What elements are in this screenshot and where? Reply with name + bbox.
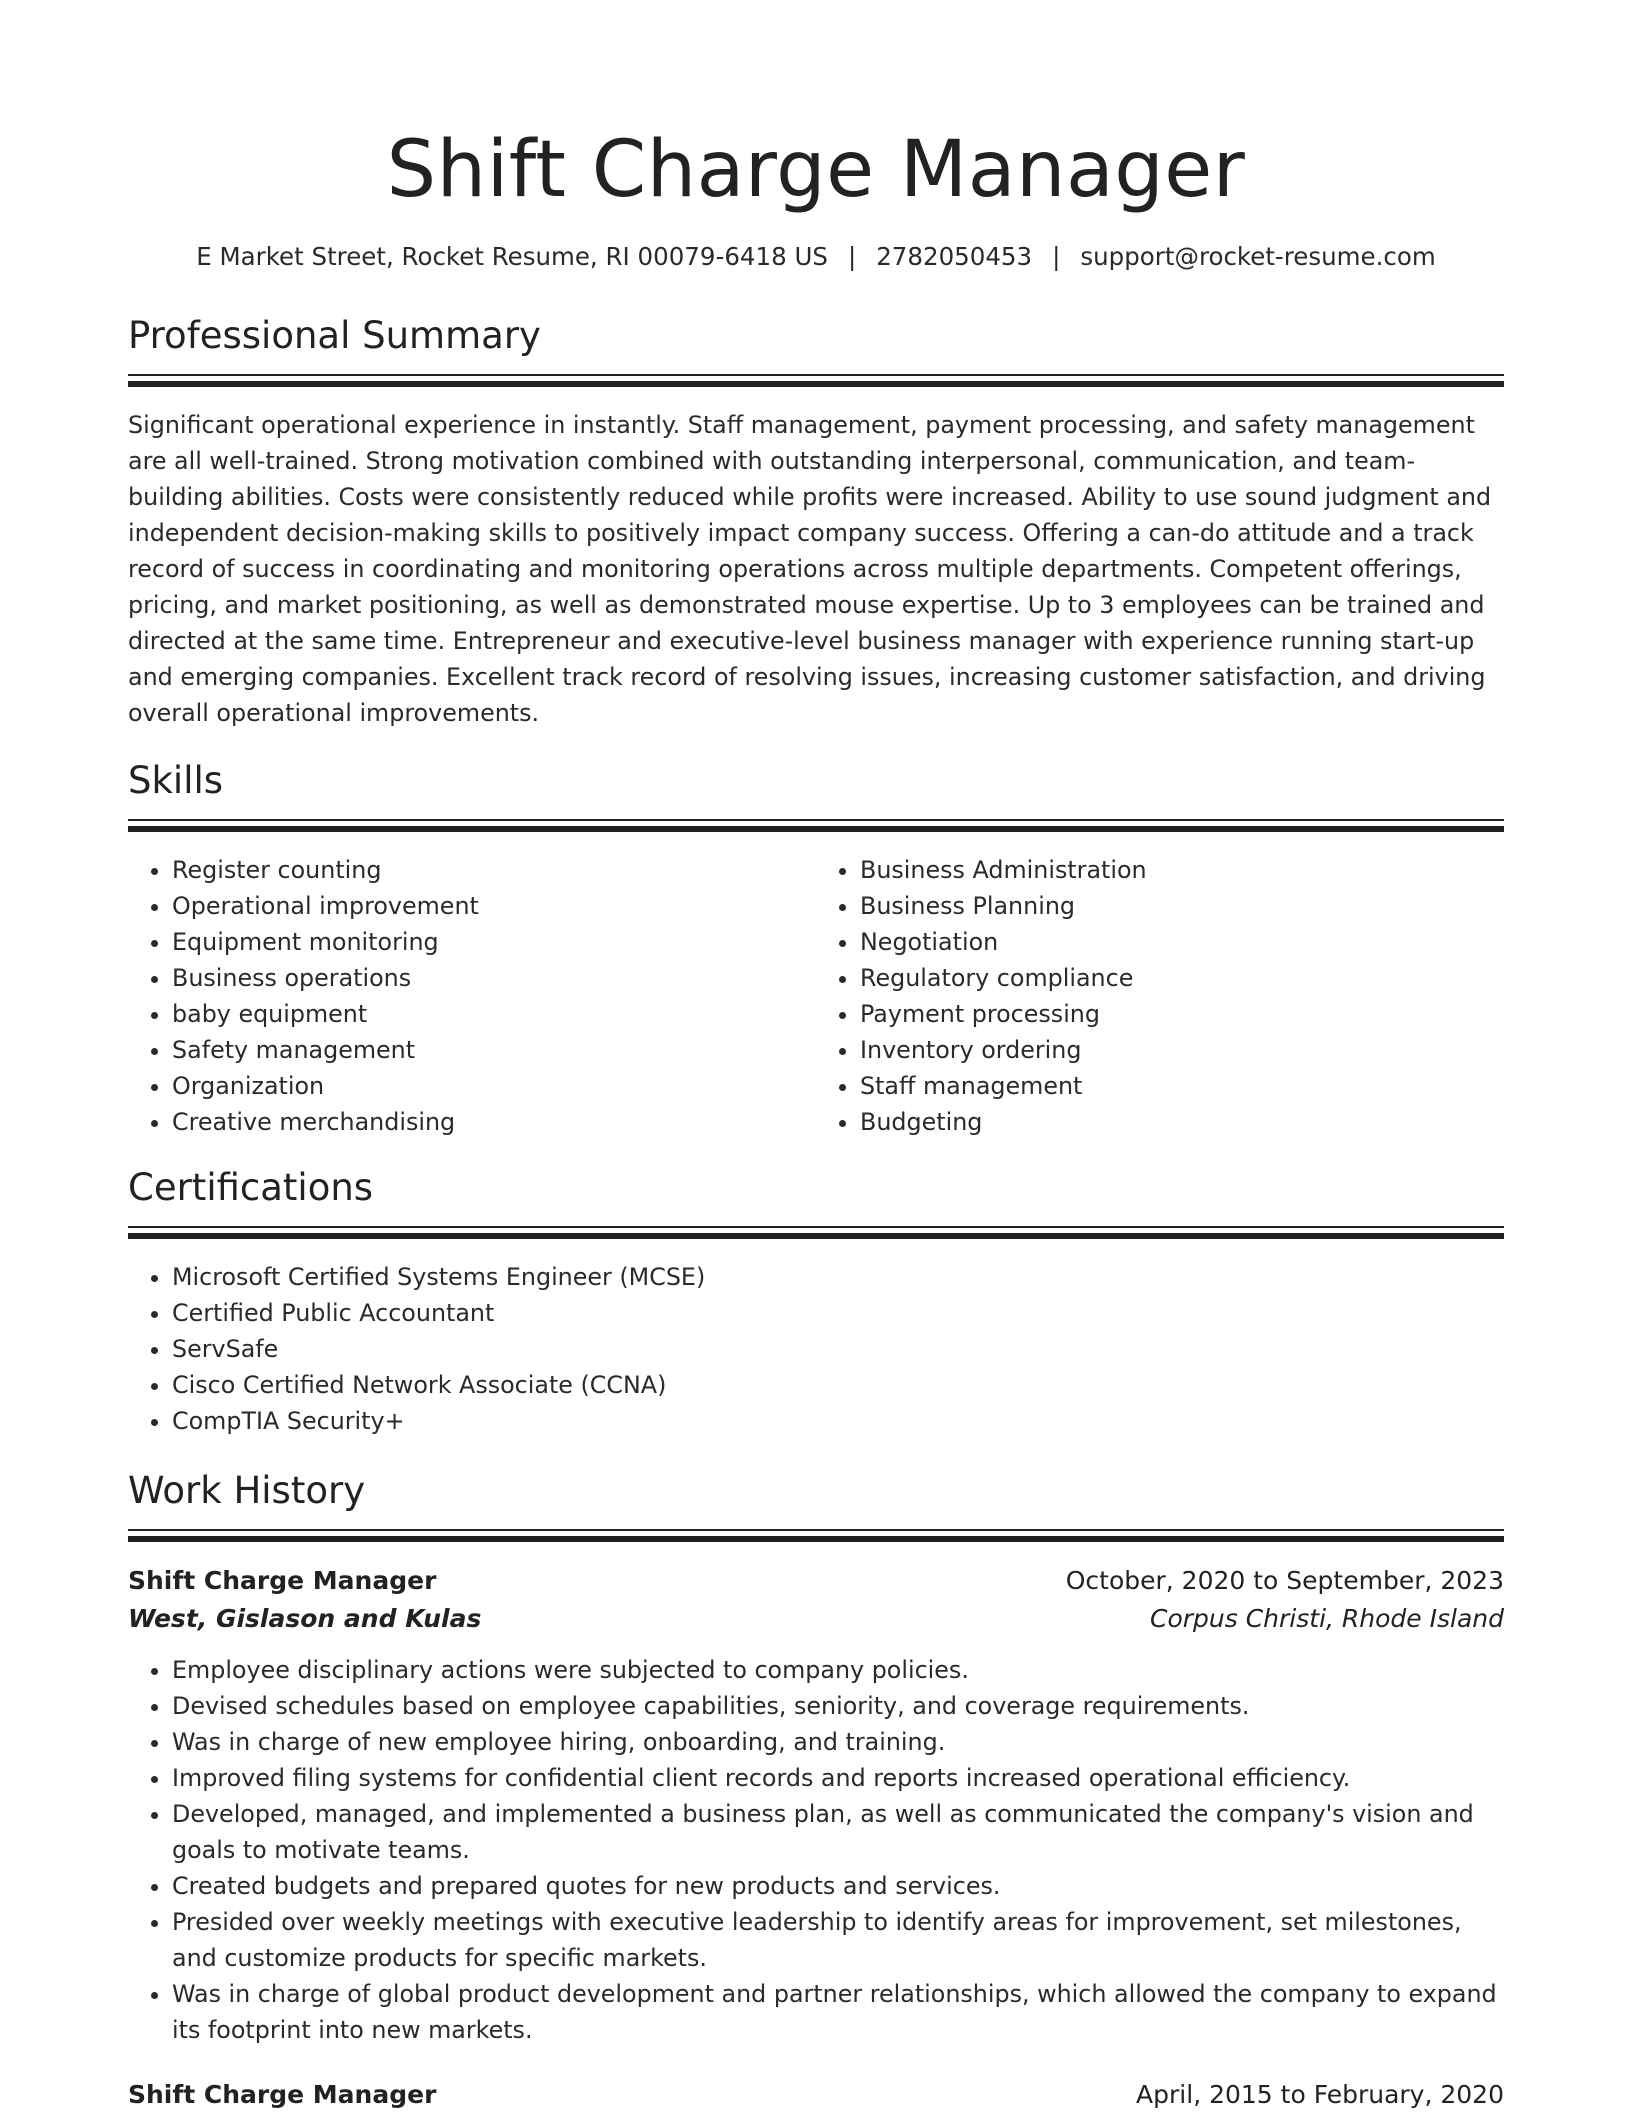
job-title: Shift Charge Manager: [128, 1566, 437, 1595]
skill-item: • Negotiation: [860, 924, 1504, 960]
skill-item: • Business Administration: [860, 852, 1504, 888]
job-entry: [128, 1562, 1504, 2048]
certifications-section: [128, 1164, 1504, 1439]
skill-item: • Register counting: [172, 852, 816, 888]
skill-item: • Regulatory compliance: [860, 960, 1504, 996]
skill-item: • Payment processing: [860, 996, 1504, 1032]
work-history-section: [128, 1467, 1504, 2114]
job-duty: • Improved filing systems for confidential client records and reports increased operational efficiency.: [172, 1760, 1504, 1796]
summary-heading: Professional Summary: [128, 314, 541, 357]
resume-page: [128, 0, 1504, 2114]
job-header: [128, 2076, 1504, 2114]
job-header: [128, 1562, 1504, 1600]
skills-list-right: [816, 852, 1504, 1140]
skill-item: • Safety management: [172, 1032, 816, 1068]
certification-item: • Microsoft Certified Systems Engineer (MCSE): [172, 1259, 1504, 1295]
job-company: West, Gislason and Kulas: [128, 1604, 482, 1633]
job-dates: April, 2015 to February, 2020: [1136, 2080, 1504, 2109]
skill-item: • baby equipment: [172, 996, 816, 1032]
contact-address: E Market Street, Rocket Resume, RI 00079-6418 US: [196, 242, 828, 271]
skills-list-left: [128, 852, 816, 1140]
work-history-heading: Work History: [128, 1469, 366, 1512]
section-divider: [128, 374, 1504, 387]
job-entry: [128, 2076, 1504, 2114]
skill-item: • Operational improvement: [172, 888, 816, 924]
summary-text: Significant operational experience in instantly. Staff management, payment processing, and safety management are all well-trained. Strong motivation combined with outstanding interpersonal, communication, and team-building abilities. Costs were consistently reduced while profits were increased. Ability to use sound judgment and independent decision-making skills to positively impact company success. Offering a can-do attitude and a track record of success in coordinating and monitoring operations across multiple departments. Competent offerings, pricing, and market positioning, as well as demonstrated mouse expertise. Up to 3 employees can be trained and directed at the same time. Entrepreneur and executive-level business manager with experience running start-up and emerging companies. Excellent track record of resolving issues, increasing customer satisfaction, and driving overall operational improvements.: [128, 411, 1492, 727]
job-duty: • Employee disciplinary actions were subjected to company policies.: [172, 1652, 1504, 1688]
certifications-heading: Certifications: [128, 1166, 374, 1209]
section-divider: [128, 1529, 1504, 1542]
certification-item: • ServSafe: [172, 1331, 1504, 1367]
job-duties-list: [128, 1652, 1504, 2048]
certification-item: • Cisco Certified Network Associate (CCNA): [172, 1367, 1504, 1403]
section-divider: [128, 819, 1504, 832]
skills-heading: Skills: [128, 759, 224, 802]
contact-line: [128, 240, 1504, 274]
job-subheader: [128, 1600, 1504, 1638]
resume-name: Shift Charge Manager: [386, 125, 1246, 215]
skill-item: • Budgeting: [860, 1104, 1504, 1140]
skill-item: • Business Planning: [860, 888, 1504, 924]
skills-columns: [128, 852, 1504, 1140]
certification-item: • CompTIA Security+: [172, 1403, 1504, 1439]
skill-item: • Business operations: [172, 960, 816, 996]
contact-phone: 2782050453: [876, 242, 1033, 271]
skill-item: • Staff management: [860, 1068, 1504, 1104]
skill-item: • Creative merchandising: [172, 1104, 816, 1140]
skills-section: [128, 757, 1504, 1140]
contact-separator: |: [847, 242, 857, 271]
skill-item: • Inventory ordering: [860, 1032, 1504, 1068]
contact-separator: |: [1052, 242, 1061, 271]
summary-section: [128, 312, 1504, 731]
job-title: Shift Charge Manager: [128, 2080, 437, 2109]
job-duty: • Was in charge of global product development and partner relationships, which allowed the company to expand its footprint into new markets.: [172, 1976, 1504, 2048]
job-duty: • Developed, managed, and implemented a business plan, as well as communicated the company's vision and goals to motivate teams.: [172, 1796, 1504, 1868]
job-duty: • Presided over weekly meetings with executive leadership to identify areas for improvement, set milestones, and customize products for specific markets.: [172, 1904, 1504, 1976]
job-duty: • Devised schedules based on employee capabilities, seniority, and coverage requirements.: [172, 1688, 1504, 1724]
job-duty: • Was in charge of new employee hiring, onboarding, and training.: [172, 1724, 1504, 1760]
job-location: Corpus Christi, Rhode Island: [1150, 1604, 1504, 1633]
certification-item: • Certified Public Accountant: [172, 1295, 1504, 1331]
skill-item: • Organization: [172, 1068, 816, 1104]
contact-email: support@rocket-resume.com: [1080, 242, 1436, 271]
certifications-list: [128, 1259, 1504, 1439]
job-dates: October, 2020 to September, 2023: [1065, 1566, 1504, 1595]
skill-item: • Equipment monitoring: [172, 924, 816, 960]
section-divider: [128, 1226, 1504, 1239]
job-duty: • Created budgets and prepared quotes for new products and services.: [172, 1868, 1504, 1904]
